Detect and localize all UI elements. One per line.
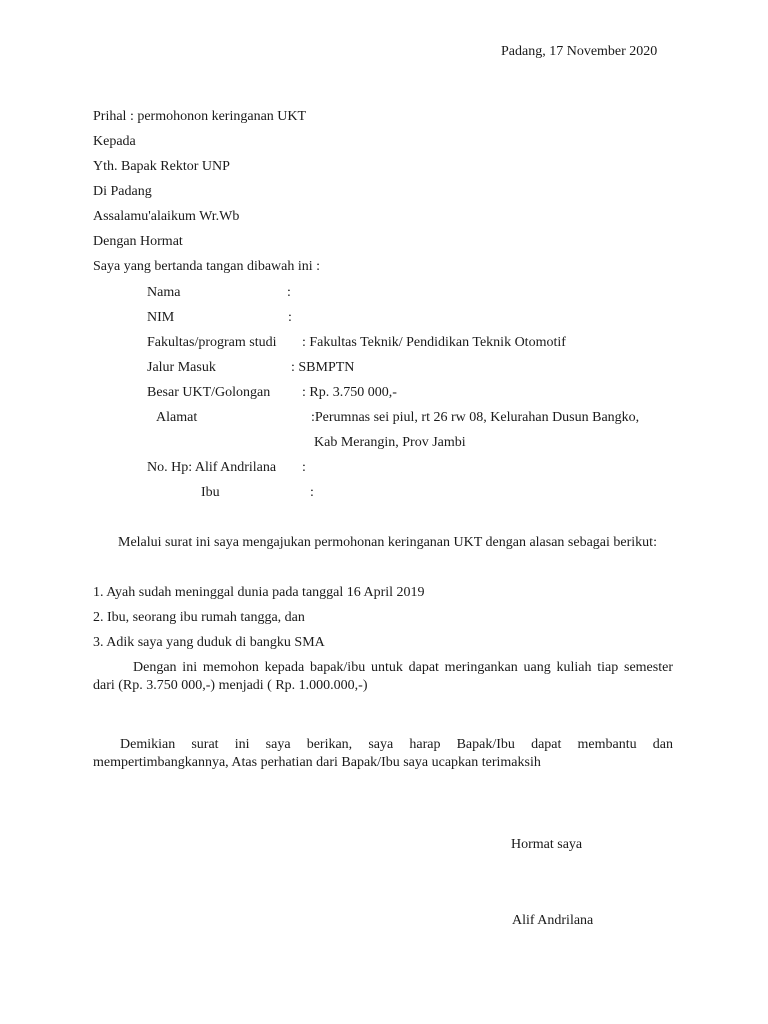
- field-prodi-label: Fakultas/program studi: [147, 335, 277, 350]
- signer-name: Alif Andrilana: [512, 913, 594, 928]
- recipient-line-2: Yth. Bapak Rektor UNP: [93, 159, 230, 174]
- subject-line: Prihal : permohonon keringanan UKT: [93, 109, 307, 124]
- field-nim-label: NIM: [147, 310, 175, 325]
- reason-item-3: 3. Adik saya yang duduk di bangku SMA: [93, 635, 325, 650]
- body-paragraph-2: Dengan ini memohon kepada bapak/ibu untuk dapat meringankan uang kuliah tiap semester dari (Rp. 3.750 000,-) menjadi ( Rp. 1.000.000,-): [93, 660, 673, 693]
- reason-item-1: 1. Ayah sudah meninggal dunia pada tanggal 16 April 2019: [93, 585, 425, 600]
- closing-line: Hormat saya: [511, 837, 583, 852]
- field-alamat-label: Alamat: [156, 410, 198, 425]
- field-jalur-value: : SBMPTN: [291, 360, 355, 375]
- place-date: Padang, 17 November 2020: [501, 44, 658, 59]
- field-ibu-separator: :: [310, 485, 314, 500]
- salutation: Dengan Hormat: [93, 234, 183, 249]
- recipient-line-1: Kepada: [93, 134, 136, 149]
- field-alamat-value-line-1: :Perumnas sei piul, rt 26 rw 08, Kelurahan Dusun Bangko,: [311, 410, 640, 425]
- field-ibu-label: Ibu: [201, 485, 220, 500]
- greeting: Assalamu'alaikum Wr.Wb: [93, 209, 240, 224]
- field-hp-label: No. Hp: Alif Andrilana: [147, 460, 277, 475]
- body-paragraph-3: Demikian surat ini saya berikan, saya harap Bapak/Ibu dapat membantu dan mempertimbangkannya, Atas perhatian dari Bapak/Ibu saya ucapkan terimaksih: [93, 737, 673, 770]
- field-hp-separator: :: [302, 460, 306, 475]
- field-prodi-value: : Fakultas Teknik/ Pendidikan Teknik Otomotif: [302, 335, 566, 350]
- field-nim-separator: :: [288, 310, 292, 325]
- field-alamat-value-line-2: Kab Merangin, Prov Jambi: [314, 435, 466, 450]
- field-nama-label: Nama: [147, 285, 181, 300]
- field-nama-separator: :: [287, 285, 291, 300]
- recipient-line-3: Di Padang: [93, 184, 152, 199]
- intro-line: Saya yang bertanda tangan dibawah ini :: [93, 259, 321, 274]
- field-jalur-label: Jalur Masuk: [147, 360, 216, 375]
- field-ukt-value: : Rp. 3.750 000,-: [302, 385, 397, 400]
- reason-item-2: 2. Ibu, seorang ibu rumah tangga, dan: [93, 610, 305, 625]
- body-paragraph-1: Melalui surat ini saya mengajukan permohonan keringanan UKT dengan alasan sebagai berikut:: [118, 535, 657, 550]
- field-ukt-label: Besar UKT/Golongan: [147, 385, 271, 400]
